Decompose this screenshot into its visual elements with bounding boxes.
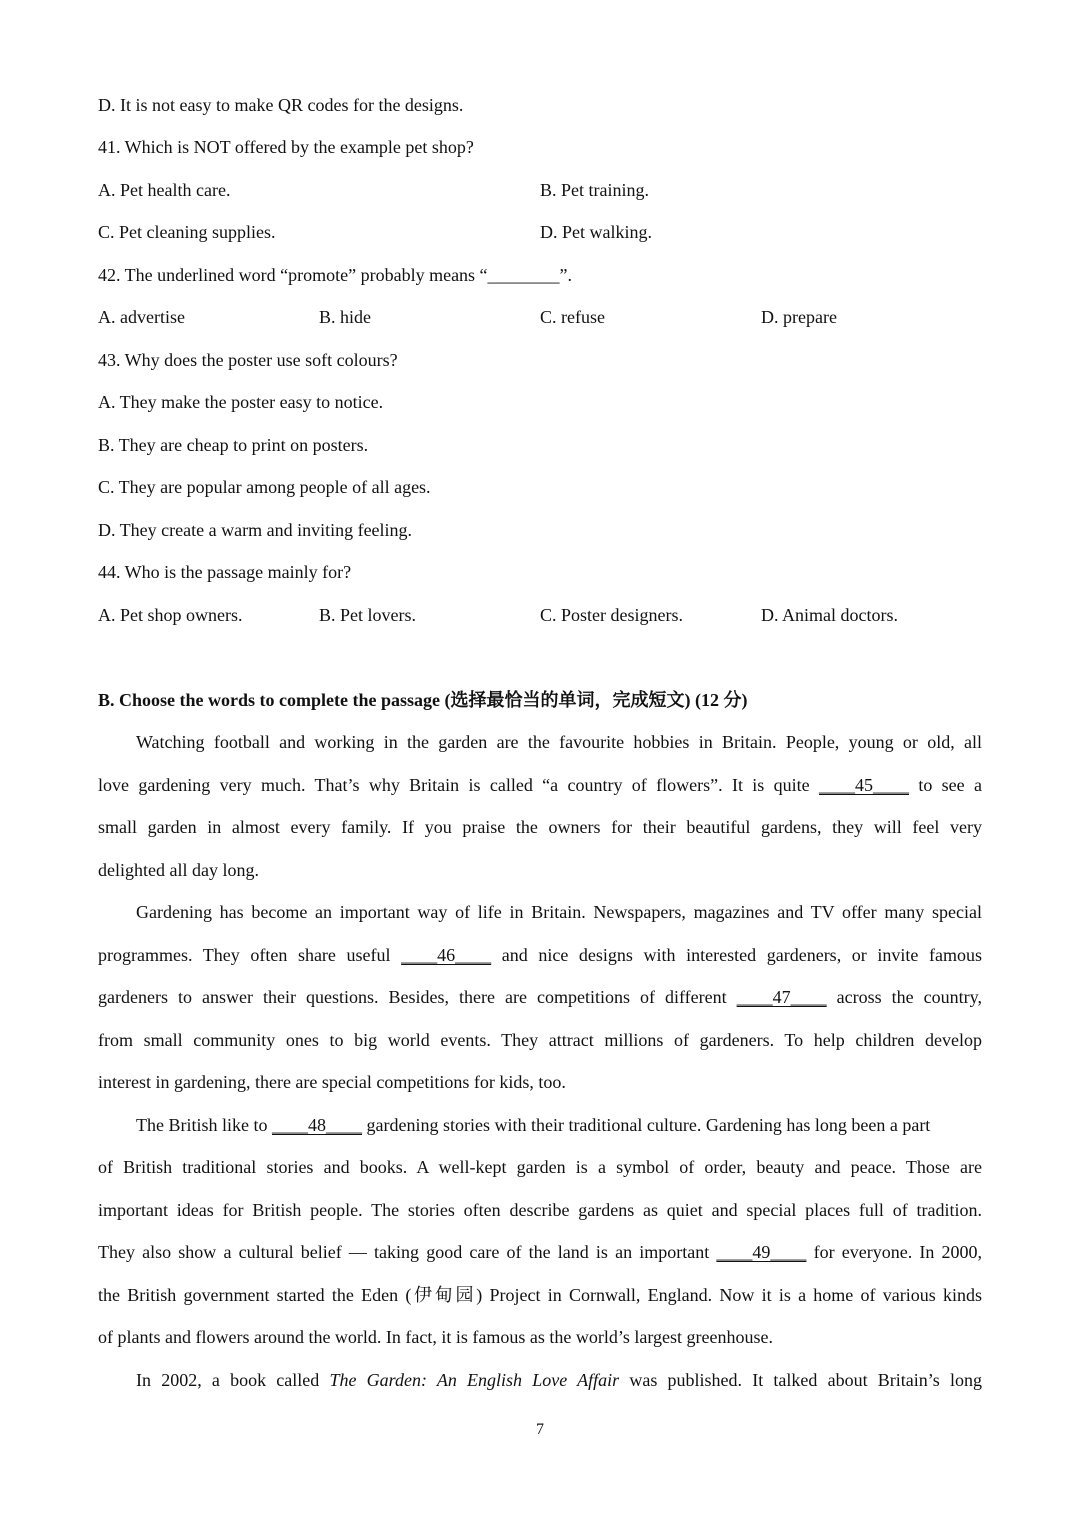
passage-text: In 2002, a book called — [136, 1370, 320, 1390]
q44-option-a: A. Pet shop owners. — [98, 605, 243, 625]
passage-text: was published. It talked about Britain’s long — [629, 1370, 983, 1390]
passage-text: across the country, — [836, 987, 982, 1007]
q43-option-c: C. They are popular among people of all ages. — [98, 477, 431, 497]
passage-line: important ideas for British people. The stories often describe gardens as quiet and special places full of tradition. — [98, 1200, 982, 1220]
q44-option-d: D. Animal doctors. — [761, 605, 898, 625]
passage-text: gardeners to answer their questions. Besides, there are competitions of different — [98, 987, 727, 1007]
passage-text: They also show a cultural belief — taking good care of the land is an important — [98, 1242, 710, 1262]
q43-option-b: B. They are cheap to print on posters. — [98, 435, 369, 455]
blank-45: ____45____ — [818, 775, 909, 795]
q44-option-c: C. Poster designers. — [540, 605, 683, 625]
passage-line: from small community ones to big world events. They attract millions of gardeners. To help children develop — [98, 1030, 982, 1050]
page-number: 7 — [536, 1421, 544, 1438]
q42-option-c: C. refuse — [540, 307, 605, 327]
q44-option-b: B. Pet lovers. — [319, 605, 416, 625]
q42-option-d: D. prepare — [761, 307, 837, 327]
book-title: The Garden: An English Love Affair — [329, 1370, 620, 1390]
passage-line — [98, 773, 982, 797]
q41-option-b: B. Pet training. — [540, 180, 649, 200]
passage-line — [98, 985, 982, 1009]
q43-option-d: D. They create a warm and inviting feeling. — [98, 520, 413, 540]
passage-line — [136, 1113, 982, 1137]
passage-line: the British government started the Eden (伊甸园) Project in Cornwall, England. Now it is a home of various kinds — [98, 1285, 982, 1305]
passage-line: Watching football and working in the garden are the favourite hobbies in Britain. People, young or old, all — [136, 732, 982, 752]
passage-line: interest in gardening, there are special competitions for kids, too. — [98, 1072, 566, 1092]
blank-49: ____49____ — [716, 1242, 807, 1262]
passage-line: delighted all day long. — [98, 860, 259, 880]
q41-option-c: C. Pet cleaning supplies. — [98, 222, 276, 242]
blank-46: ____46____ — [401, 945, 492, 965]
passage-text: love gardening very much. That’s why Britain is called “a country of flowers”. It is quite — [98, 775, 810, 795]
q43-option-a: A. They make the poster easy to notice. — [98, 392, 384, 412]
q42-stem: 42. The underlined word “promote” probably means “________”. — [98, 265, 573, 285]
passage-line: of British traditional stories and books. A well-kept garden is a symbol of order, beauty and peace. Those are — [98, 1157, 982, 1177]
passage-line — [98, 1240, 982, 1264]
passage-line — [136, 1368, 982, 1392]
passage-line — [98, 943, 982, 967]
passage-line: Gardening has become an important way of life in Britain. Newspapers, magazines and TV offer many special — [136, 902, 982, 922]
passage-text: programmes. They often share useful — [98, 945, 391, 965]
blank-47: ____47____ — [736, 987, 827, 1007]
q42-option-b: B. hide — [319, 307, 371, 327]
passage-text: gardening stories with their traditional culture. Gardening has long been a part — [366, 1115, 931, 1135]
q43-stem: 43. Why does the poster use soft colours? — [98, 350, 398, 370]
passage-text: for everyone. In 2000, — [813, 1242, 983, 1262]
q40-option-d: D. It is not easy to make QR codes for the designs. — [98, 95, 464, 115]
passage-line: small garden in almost every family. If you praise the owners for their beautiful gardens, they will feel very — [98, 817, 982, 837]
passage-text: to see a — [918, 775, 982, 795]
q42-option-a: A. advertise — [98, 307, 185, 327]
q41-option-a: A. Pet health care. — [98, 180, 231, 200]
q41-stem: 41. Which is NOT offered by the example pet shop? — [98, 137, 474, 157]
passage-text: and nice designs with interested gardeners, or invite famous — [501, 945, 982, 965]
q44-stem: 44. Who is the passage mainly for? — [98, 562, 352, 582]
passage-line: of plants and flowers around the world. In fact, it is famous as the world’s largest greenhouse. — [98, 1327, 773, 1347]
blank-48: ____48____ — [271, 1115, 362, 1135]
section-b-heading: B. Choose the words to complete the passage (选择最恰当的单词，完成短文) (12 分) — [98, 690, 748, 710]
q41-option-d: D. Pet walking. — [540, 222, 652, 242]
passage-text: The British like to — [136, 1115, 268, 1135]
